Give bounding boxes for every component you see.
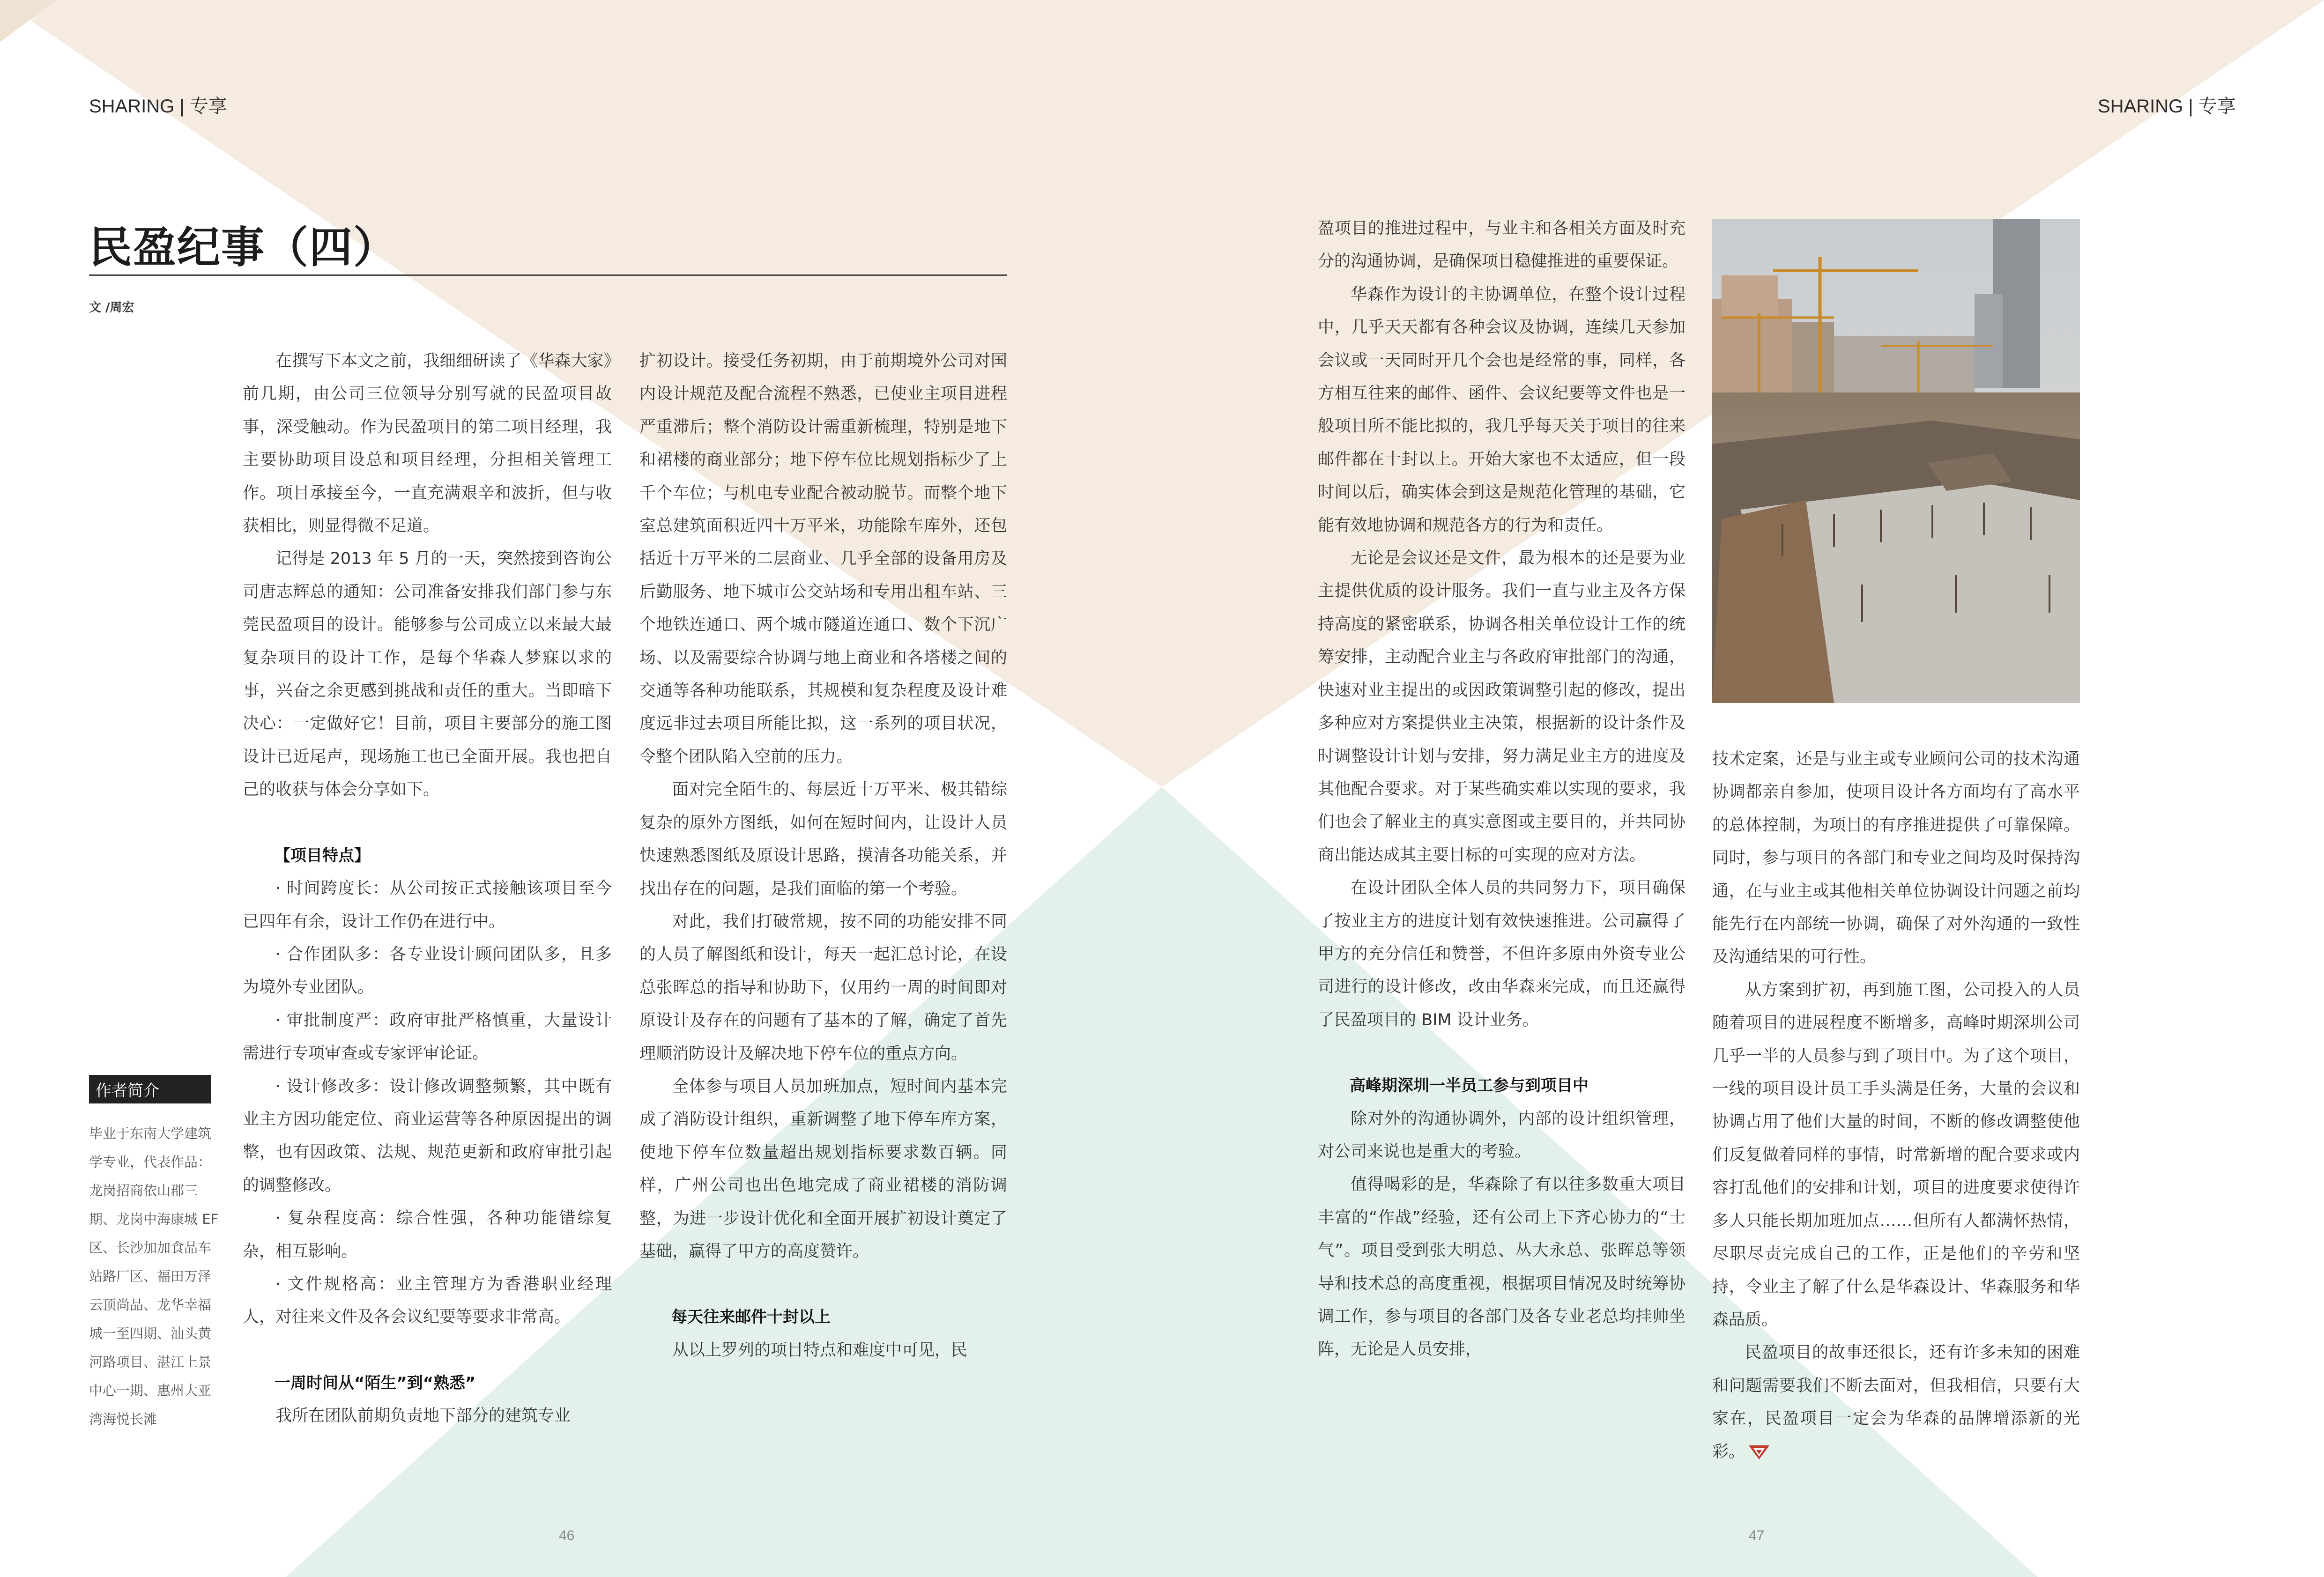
end-mark-icon (1749, 1444, 1769, 1460)
watermark-logo-icon (14, 1519, 98, 1566)
paragraph: 对此，我们打破常规，按不同的功能安排不同的人员了解图纸和设计，每天一起汇总讨论，在设总张晖总的指导和协助下，仅用约一周的时间即对原设计及存在的问题有了基本的了解，确定了首先理顺消防设计及解决地下停车位的重点方向。 (639, 912, 1007, 1063)
paragraph: 技术定案，还是与业主或专业顾问公司的技术沟通协调都亲自参加，使项目设计各方面均有了高水平的总体控制，为项目的有序推进提供了可靠保障。同时，参与项目的各部门和专业之间均及时保持沟通，在与业主或其他相关单位协调设计问题之前均能先行在内部统一协调，确保了对外沟通的一致性及沟通结果的可行性。 (1712, 750, 2080, 967)
closing-paragraph-text: 民盈项目的故事还很长，还有许多未知的困难和问题需要我们不断去面对，但我相信，只要有大家在，民盈项目一定会为华森的品牌增添新的光彩。 (1712, 1343, 2080, 1461)
section-header-right: SHARING | 专享 (2098, 96, 2236, 117)
bullet-item: · 设计修改多：设计修改调整频繁，其中既有业主方因功能定位、商业运营等各种原因提出的调整，也有因政策、法规、规范更新和政府审批引起的调整修改。 (243, 1077, 612, 1195)
paragraph: 我所在团队前期负责地下部分的建筑专业 (275, 1407, 571, 1426)
paragraph: 全体参与项目人员加班加点，短时间内基本完成了消防设计组织，重新调整了地下停车库方案，使地下停车位数量超出规划指标要求数百辆。同样，广州公司也出色地完成了商业裙楼的消防调整，为进一步设计优化和全面开展扩初设计奠定了基础，赢得了甲方的高度赞许。 (639, 1077, 1007, 1261)
section-heading: 高峰期深圳一半员工参与到项目中 (1350, 1076, 1589, 1096)
title-rule (89, 274, 1007, 276)
author-bio-heading: 作者简介 (89, 1075, 211, 1103)
text-column-1 (243, 345, 612, 1433)
paragraph: 在撰写下本文之前，我细细研读了《华森大家》前几期，由公司三位领导分别写就的民盈项目故事，深受触动。作为民盈项目的第二项目经理，我主要协助项目设总和项目经理，分担相关管理工作。项目承接至今，一直充满艰辛和波折，但与收获相比，则显得微不足道。 (243, 352, 612, 536)
section-heading: 【项目特点】 (275, 846, 370, 865)
paragraph: 无论是会议还是文件，最为根本的还是要为业主提供优质的设计服务。我们一直与业主及各方保持高度的紧密联系，协调各相关单位设计工作的统筹安排，主动配合业主与各政府审批部门的沟通，快速对业主提出的或因政策调整引起的修改，提出多种应对方案提供业主决策，根据新的设计条件及时调整设计计划与安排，努力满足业主方的进度及其他配合要求。对于某些确实难以实现的要求，我们也会了解业主的真实意图或主要目的，并共同协商出能达成其主要目标的可实现的应对方法。 (1318, 549, 1685, 865)
svg-text:100: 100 (18, 1524, 84, 1561)
paragraph: 记得是 2013 年 5 月的一天，突然接到咨询公司唐志辉总的通知：公司准备安排我们部门参与东莞民盈项目的设计。能够参与公司成立以来最大最复杂项目的设计工作，是每个华森人梦寐以求的事，兴奋之余更感到挑战和责任的重大。当即暗下决心：一定做好它！目前，项目主要部分的施工图设计已近尾声，现场施工也已全面开展。我也把自己的收获与体会分享如下。 (243, 549, 612, 800)
section-heading: 每天往来邮件十封以上 (671, 1308, 831, 1327)
watermark-text: 大数跨境 (101, 1520, 289, 1572)
paragraph (1712, 1336, 2080, 1468)
paragraph: 面对完全陌生的、每层近十万平米、极其错综复杂的原外方图纸，如何在短时间内，让设计人员快速熟悉图纸及原设计思路，摸清各功能关系，并找出存在的问题，是我们面临的第一个考验。 (639, 780, 1007, 898)
text-column-4 (1712, 743, 2080, 1468)
watermark (14, 1510, 288, 1575)
paragraph: 从方案到扩初，再到施工图，公司投入的人员随着项目的进展程度不断增多，高峰时期深圳公司几乎一半的人员参与到了项目中。为了这个项目，一线的项目设计员工手头满是任务，大量的会议和协调占用了他们大量的时间，不断的修改调整使他们反复做着同样的事情，时常新增的配合要求或内容打乱他们的安排和计划，项目的进度要求使得许多人只能长期加班加点……但所有人都满怀热情，尽职尽责完成自己的工作，正是他们的辛劳和坚持，令业主了解了什么是华森设计、华森服务和华森品质。 (1712, 980, 2080, 1329)
article-byline: 文 /周宏 (89, 301, 134, 315)
text-column-2 (639, 345, 1007, 1367)
bullet-item: · 复杂程度高：综合性强，各种功能错综复杂，相互影响。 (243, 1209, 612, 1261)
page-number-right: 47 (1749, 1528, 1765, 1543)
bullet-item: · 时间跨度长：从公司按正式接触该项目至今已四年有余，设计工作仍在进行中。 (243, 879, 612, 931)
article-title: 民盈纪事（四） (89, 222, 398, 273)
paragraph: 在设计团队全体人员的共同努力下，项目确保了按业主方的进度计划有效快速推进。公司赢得了甲方的充分信任和赞誉，不但许多原由外资专业公司进行的设计修改，改由华森来完成，而且还赢得了民盈项目的 BIM 设计业务。 (1318, 879, 1685, 1029)
paragraph: 值得喝彩的是，华森除了有以往多数重大项目丰富的“作战”经验，还有公司上下齐心协力的“士气”。项目受到张大明总、丛大永总、张晖总等领导和技术总的高度重视，根据项目情况及时统筹协调工作，参与项目的各部门及各专业老总均挂帅坐阵，无论是人员安排， (1318, 1175, 1685, 1359)
construction-site-photo (1712, 219, 2080, 703)
paragraph: 除对外的沟通协调外，内部的设计组织管理，对公司来说也是重大的考验。 (1318, 1109, 1685, 1161)
paragraph: 盈项目的推进过程中，与业主和各相关方面及时充分的沟通协调，是确保项目稳健推进的重要保证。 (1318, 219, 1685, 271)
bullet-item: · 文件规格高：业主管理方为香港职业经理人，对往来文件及各会议纪要等要求非常高。 (243, 1274, 612, 1327)
section-header-left: SHARING | 专享 (89, 96, 227, 117)
text-column-3 (1318, 212, 1685, 1366)
section-heading: 一周时间从“陌生”到“熟悉” (275, 1373, 476, 1392)
author-bio-text: 毕业于东南大学建筑学专业，代表作品：龙岗招商依山郡三期、龙岗中海康城 EF区、长沙加加食品车站路厂区、福田万泽云顶尚品、龙华幸福城一至四期、汕头黄河路项目、湛江上景中心一期、惠州大亚湾海悦长滩 (89, 1125, 219, 1427)
paragraph: 扩初设计。接受任务初期，由于前期境外公司对国内设计规范及配合流程不熟悉，已使业主项目进程严重滞后；整个消防设计需重新梳理，特别是地下和裙楼的商业部分；地下停车位比规划指标少了上千个车位；与机电专业配合被动脱节。而整个地下室总建筑面积近四十万平米，功能除车库外，还包括近十万平米的二层商业、几乎全部的设备用房及后勤服务、地下城市公交站场和专用出租车站、三个地铁连通口、两个城市隧道连通口、数个下沉广场、以及需要综合协调与地上商业和各塔楼之间的交通等各种功能联系，其规模和复杂程度及设计难度远非过去项目所能比拟，这一系列的项目状况，令整个团队陷入空前的压力。 (639, 352, 1007, 766)
page-number-left: 46 (559, 1528, 575, 1543)
bullet-item: · 审批制度严：政府审批严格慎重，大量设计需进行专项审查或专家评审论证。 (243, 1011, 612, 1063)
paragraph: 从以上罗列的项目特点和难度中可见，民 (672, 1340, 968, 1360)
paragraph: 华森作为设计的主协调单位，在整个设计过程中，几乎天天都有各种会议及协调，连续几天参加会议或一天同时开几个会也是经常的事，同样，各方相互往来的邮件、函件、会议纪要等文件也是一般项目所不能比拟的，我几乎每天关于项目的往来邮件都在十封以上。开始大家也不太适应，但一段时间以后，确实体会到这是规范化管理的基础，它能有效地协调和规范各方的行为和责任。 (1318, 285, 1685, 535)
bullet-item: · 合作团队多：各专业设计顾问团队多，且多为境外专业团队。 (243, 945, 612, 997)
